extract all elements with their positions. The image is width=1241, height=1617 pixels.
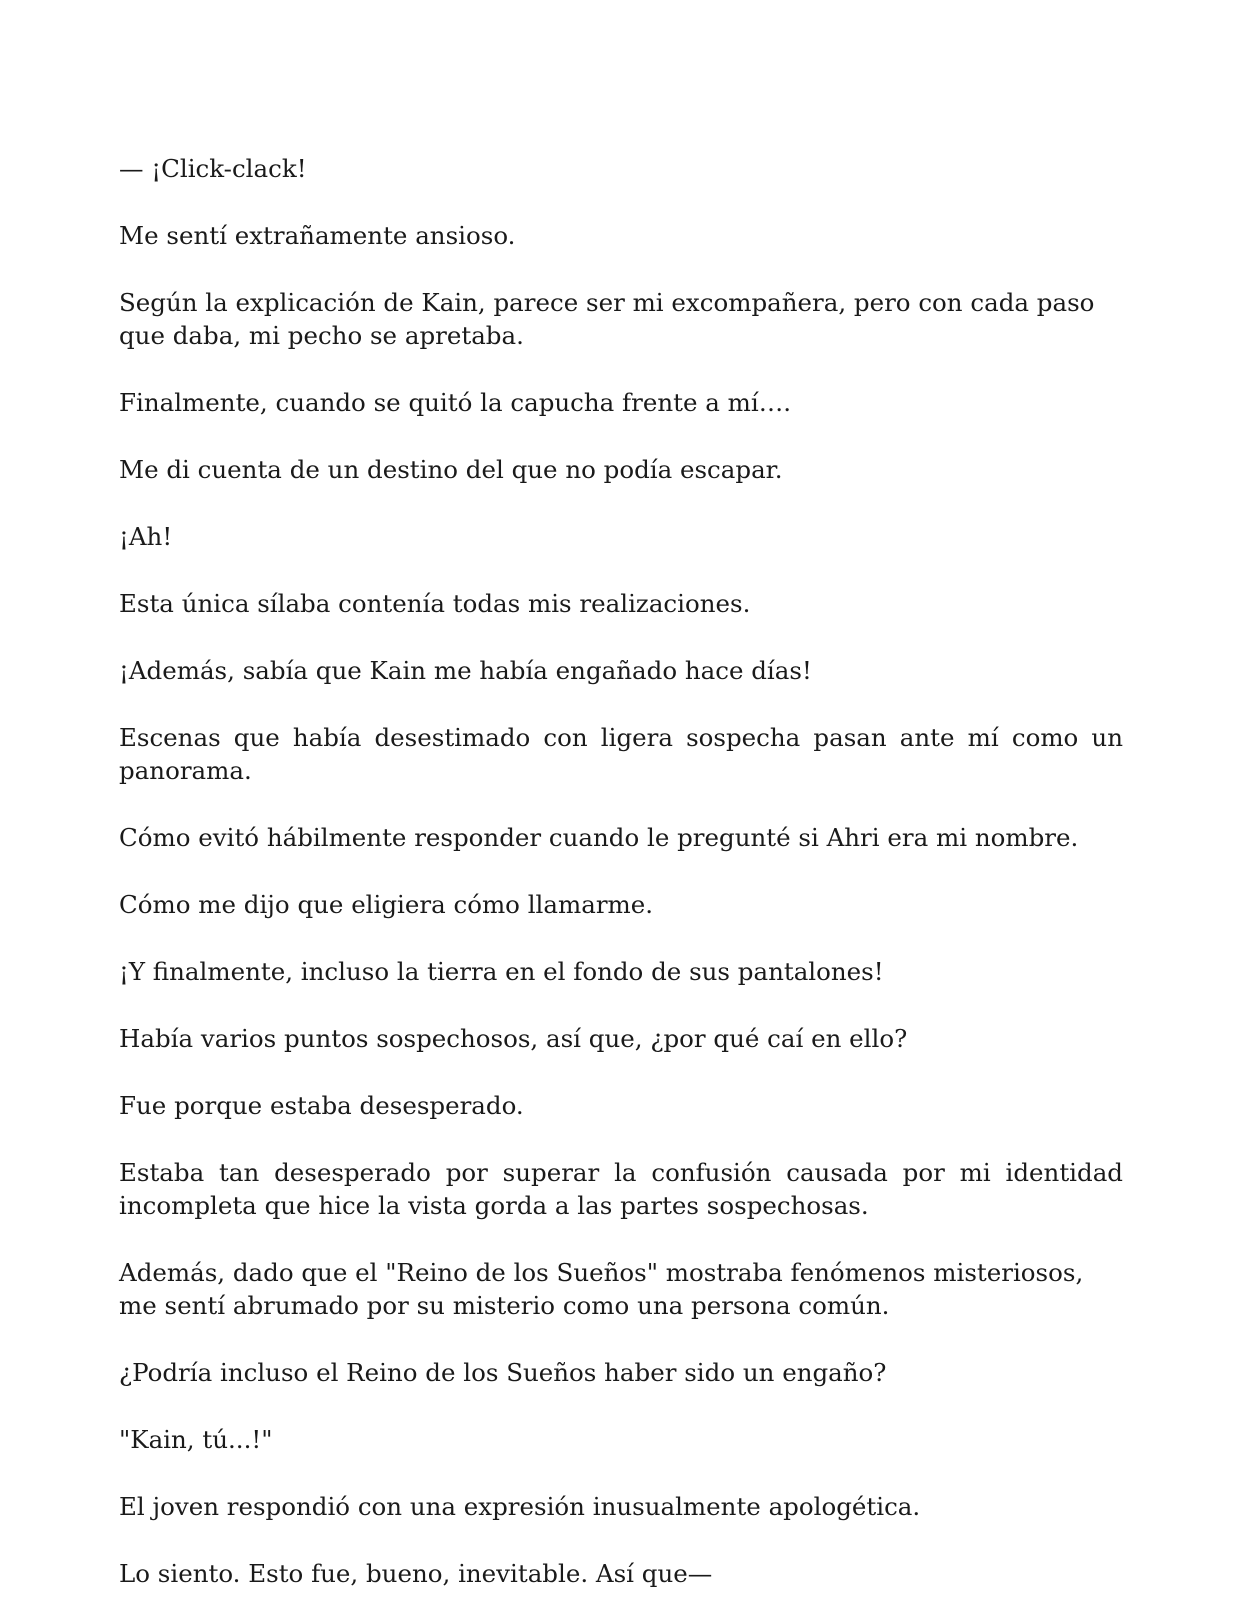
paragraph: Escenas que había desestimado con ligera sospecha pasan ante mí como un panorama. — [119, 723, 1123, 785]
paragraph: Además, dado que el "Reino de los Sueños" mostraba fenómenos misteriosos, me sentí abrumado por su misterio como una persona común. — [119, 1258, 1084, 1320]
paragraph: Esta única sílaba contenía todas mis realizaciones. — [119, 589, 751, 618]
paragraph: Había varios puntos sospechosos, así que, ¿por qué caí en ello? — [119, 1024, 908, 1053]
paragraph: Lo siento. Esto fue, bueno, inevitable. Así que— — [119, 1559, 713, 1588]
paragraph: ¡Ah! — [119, 522, 173, 551]
paragraph: Cómo evitó hábilmente responder cuando le pregunté si Ahri era mi nombre. — [119, 823, 1079, 852]
paragraph: Cómo me dijo que eligiera cómo llamarme. — [119, 890, 654, 919]
paragraph: "Kain, tú...!" — [119, 1425, 273, 1454]
paragraph: ¡Además, sabía que Kain me había engañado hace días! — [119, 656, 812, 685]
paragraph: Me sentí extrañamente ansioso. — [119, 221, 516, 250]
paragraph: — ¡Click-clack! — [119, 154, 307, 183]
document-body — [119, 152, 1123, 1617]
paragraph: Según la explicación de Kain, parece ser mi excompañera, pero con cada paso que daba, mi pecho se apretaba. — [119, 288, 1095, 350]
paragraph: Me di cuenta de un destino del que no podía escapar. — [119, 455, 783, 484]
paragraph: ¿Podría incluso el Reino de los Sueños haber sido un engaño? — [119, 1358, 887, 1387]
paragraph: Estaba tan desesperado por superar la confusión causada por mi identidad incompleta que hice la vista gorda a las partes sospechosas. — [119, 1158, 1123, 1220]
paragraph: El joven respondió con una expresión inusualmente apologética. — [119, 1492, 921, 1521]
paragraph: ¡Y finalmente, incluso la tierra en el fondo de sus pantalones! — [119, 957, 884, 986]
paragraph: Finalmente, cuando se quitó la capucha frente a mí…. — [119, 388, 791, 417]
paragraph: Fue porque estaba desesperado. — [119, 1091, 524, 1120]
